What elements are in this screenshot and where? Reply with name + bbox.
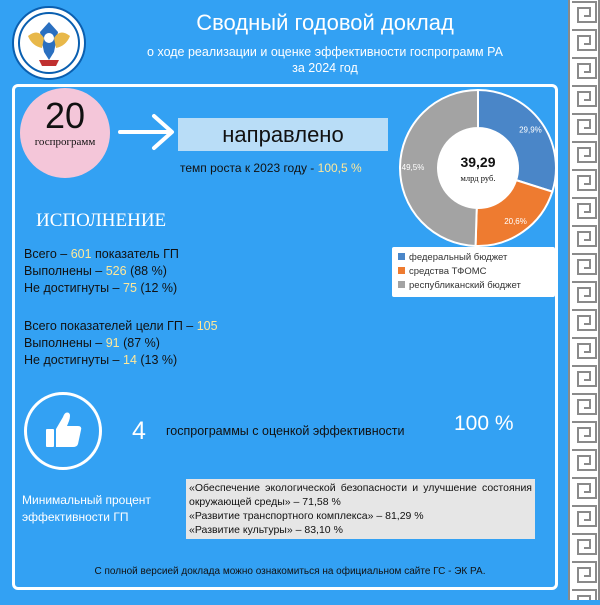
goal-value: 91: [105, 336, 120, 350]
minimal-label-line-1: Минимальный процент: [22, 493, 151, 507]
legend-swatch: [398, 267, 405, 274]
subtitle-line-1: о ходе реализации и оценке эффективности госпрограмм РА: [147, 45, 503, 59]
growth-rate: [180, 161, 362, 175]
footer-note: С полной версией доклада можно ознакомиться на официальном сайте ГС - ЭК РА.: [94, 566, 486, 577]
goal-value: 105: [196, 319, 218, 333]
budget-donut-chart: [395, 85, 561, 251]
goal-prefix: Не достигнуты –: [24, 353, 120, 367]
indicator-value: 75: [123, 281, 137, 295]
emblem-logo: [12, 6, 86, 80]
slice-label: 20,6%: [504, 217, 527, 227]
indicators-list: [24, 246, 179, 297]
legend-swatch: [398, 281, 405, 288]
meander-border: [568, 0, 600, 600]
goal-row: [24, 335, 218, 352]
growth-label: темп роста к 2023 году -: [180, 161, 315, 175]
report-title: Сводный годовой доклад: [196, 10, 454, 35]
indicator-row: [24, 246, 179, 263]
indicator-prefix: Выполнены –: [24, 264, 103, 278]
legend-swatch: [398, 253, 405, 260]
minimal-efficiency-list: [186, 479, 535, 539]
legend-label: республиканский бюджет: [409, 280, 521, 291]
indicator-prefix: Не достигнуты –: [24, 281, 120, 295]
goals-list: [24, 318, 218, 369]
indicator-row: [24, 280, 179, 297]
donut-center-unit: млрд руб.: [460, 173, 496, 183]
legend-label: средства ТФОМС: [409, 266, 487, 277]
evaluated-programs-percent: 100 %: [454, 412, 514, 435]
programs-count-badge: [20, 88, 110, 178]
goal-value: 14: [123, 353, 137, 367]
indicator-value: 601: [70, 247, 92, 261]
indicator-value: 526: [105, 264, 127, 278]
sent-label: направлено: [178, 118, 388, 151]
programs-label: госпрограмм: [34, 136, 96, 148]
goal-prefix: Выполнены –: [24, 336, 103, 350]
indicator-suffix: (88 %): [130, 264, 167, 278]
subtitle-line-2: за 2024 год: [292, 61, 358, 75]
list-item: «Развитие культуры» – 83,10 %: [189, 524, 343, 536]
arrow-right-icon: [118, 112, 176, 157]
slice-label: 29,9%: [519, 125, 542, 135]
indicator-suffix: (12 %): [140, 281, 178, 295]
goal-row: [24, 318, 218, 335]
donut-center-value: 39,29: [460, 154, 496, 170]
goal-suffix: (87 %): [123, 336, 160, 350]
growth-value: 100,5 %: [317, 161, 362, 175]
indicator-prefix: Всего –: [24, 247, 68, 261]
report-subtitle: [110, 44, 540, 76]
slice-label: 49,5%: [401, 162, 425, 172]
evaluated-programs-label: госпрограммы с оценкой эффективности: [166, 424, 405, 438]
goal-row: [24, 352, 218, 369]
goal-suffix: (13 %): [140, 353, 178, 367]
chart-legend: [392, 247, 555, 297]
legend-label: федеральный бюджет: [409, 252, 508, 263]
list-item: «Обеспечение экологической безопасности и улучшение состояния окружающей среды» – 71,58 %: [189, 482, 532, 508]
legend-item: [398, 279, 549, 293]
evaluated-programs-count: 4: [132, 417, 146, 445]
execution-title: ИСПОЛНЕНИЕ: [36, 210, 167, 231]
minimal-label-line-2: эффективности ГП: [22, 510, 129, 524]
list-item: «Развитие транспортного комплекса» – 81,29 %: [189, 510, 424, 522]
indicator-row: [24, 263, 179, 280]
indicator-suffix: показатель ГП: [95, 247, 179, 261]
programs-count: 20: [44, 95, 86, 136]
legend-item: [398, 265, 549, 279]
thumbs-up-icon: [24, 392, 102, 470]
goal-prefix: Всего показателей цели ГП –: [24, 319, 194, 333]
legend-item: [398, 251, 549, 265]
minimal-efficiency-label: [22, 492, 151, 526]
